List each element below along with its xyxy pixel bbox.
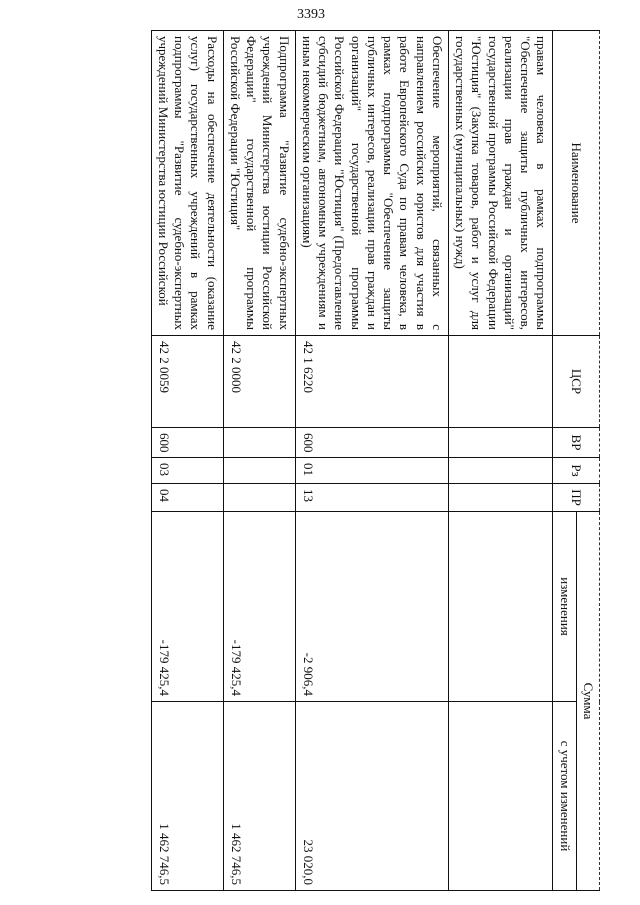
- table-row: [223, 31, 295, 891]
- header-rz: Рз: [553, 458, 600, 484]
- row-change: -2 906,4: [295, 512, 448, 702]
- header-csr: ЦСР: [553, 336, 600, 428]
- row-rz: 01: [295, 458, 448, 484]
- row-pr: 13: [295, 484, 448, 512]
- row-csr: [449, 336, 554, 428]
- row-vr: [223, 428, 295, 458]
- row-with-change: 1 462 746,5: [223, 702, 295, 891]
- row-vr: 600: [295, 428, 448, 458]
- row-name: Расходы на обеспечение деятельности (оказание услуг) государственных учреждений в рамках подпрограммы "Развитие судебно-экспертных учреждений Министерства юстиции Российской: [151, 31, 223, 336]
- header-vr: ВР: [553, 428, 600, 458]
- row-pr: [223, 484, 295, 512]
- header-pr: ПР: [553, 484, 600, 512]
- row-with-change: [449, 702, 554, 891]
- table-row: [151, 31, 223, 891]
- row-name: правам человека в рамках подпрограммы "Обеспечение защиты публичных интересов, реализации прав граждан и организаций" государственной программы Российской Федерации "Юстиция" (Закупка товаров, работ и услуг для государственных (муниципальных) нужд): [449, 31, 554, 336]
- row-name: Обеспечение мероприятий, связанных с направлением российских юристов для участия в работе Европейского Суда по правам человека, в рамках подпрограммы "Обеспечение защиты публичных интересов, реализации прав граждан и организаций" государственной программы Российской Федерации "Юстиция" (Предоставление субсидий бюджетным, автономным учреждениям и иным некоммерческим организациям): [295, 31, 448, 336]
- budget-table: [151, 30, 600, 891]
- row-with-change: 23 020,0: [295, 702, 448, 891]
- row-vr: 600: [151, 428, 223, 458]
- table-row: [295, 31, 448, 891]
- row-pr: [449, 484, 554, 512]
- table-row: [449, 31, 554, 891]
- row-with-change: 1 462 746,5: [151, 702, 223, 891]
- header-with-change: с учетом изменений: [553, 702, 576, 891]
- row-csr: 42 2 0059: [151, 336, 223, 428]
- header-name: Наименование: [553, 31, 600, 336]
- row-csr: 42 1 6220: [295, 336, 448, 428]
- row-name: Подпрограмма "Развитие судебно-экспертных учреждений Министерства юстиции Российской Федерации" государственной программы Российской Федерации "Юстиция": [223, 31, 295, 336]
- row-vr: [449, 428, 554, 458]
- row-change: [449, 512, 554, 702]
- row-csr: 42 2 0000: [223, 336, 295, 428]
- row-change: -179 425,4: [151, 512, 223, 702]
- row-rz: [223, 458, 295, 484]
- page-number: 3393: [297, 7, 325, 22]
- header-change: изменения: [553, 512, 576, 702]
- row-pr: 04: [151, 484, 223, 512]
- row-rz: 03: [151, 458, 223, 484]
- rotated-page: [40, 30, 600, 890]
- row-change: -179 425,4: [223, 512, 295, 702]
- row-rz: [449, 458, 554, 484]
- header-sum: Сумма: [576, 512, 599, 891]
